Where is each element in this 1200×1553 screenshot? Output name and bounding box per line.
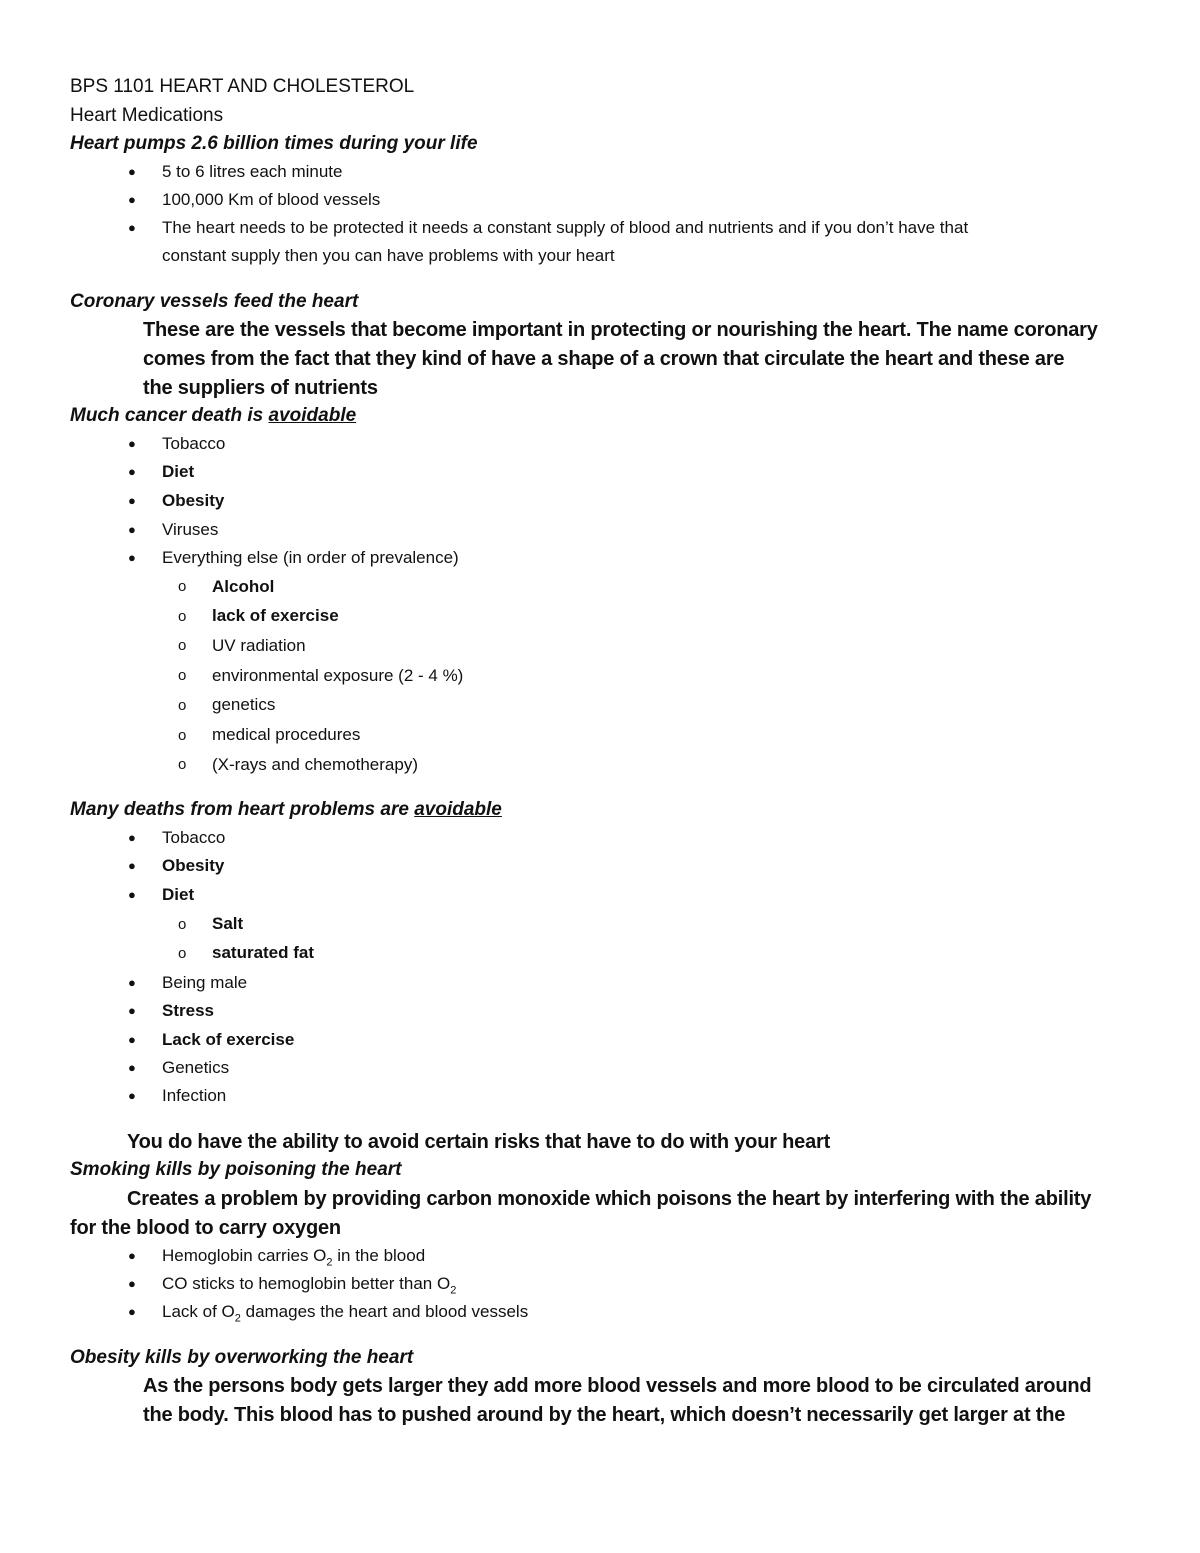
list-item: Being male [162,973,248,992]
doc-title: BPS 1101 HEART AND CHOLESTEROL [70,76,415,97]
paragraph-line: the body. This blood has to pushed around by the heart, which doesn’t necessarily get larger at the [143,1404,1066,1426]
list-item: Lack of exercise [162,1030,295,1049]
sub-bullet-icon: o [178,756,187,773]
list-item [162,1303,528,1324]
heading-text: Many deaths from heart problems are [70,799,415,820]
sub-bullet-icon: o [178,916,187,933]
subscript: 2 [234,1312,241,1325]
bullet-icon: ● [128,550,136,565]
bullet-icon: ● [128,858,136,873]
list-item: Everything else (in order of prevalence) [162,548,459,567]
text-run: Lack of O [162,1302,235,1321]
bullet-icon: ● [128,522,136,537]
paragraph-line: As the persons body gets larger they add more blood vessels and more blood to be circulated around [143,1375,1092,1397]
subscript: 2 [450,1284,457,1297]
paragraph-line: for the blood to carry oxygen [70,1217,341,1239]
list-item: Stress [162,1001,214,1020]
sub-bullet-icon: o [178,637,187,654]
bullet-icon: ● [128,975,136,990]
bullet-icon: ● [128,464,136,479]
bullet-icon: ● [128,1088,136,1103]
bullet-icon: ● [128,1003,136,1018]
sub-list-item: saturated fat [212,943,315,962]
sub-list-item: lack of exercise [212,606,339,625]
bullet-icon: ● [128,493,136,508]
text-run: damages the heart and blood vessels [240,1302,529,1321]
sub-list-item: environmental exposure (2 - 4 %) [212,666,464,685]
text-run: Hemoglobin carries O [162,1246,327,1265]
sub-bullet-icon: o [178,608,187,625]
subscript: 2 [326,1256,333,1269]
list-item: The heart needs to be protected it needs a constant supply of blood and nutrients and if you don’t have that [162,218,969,237]
text-run: in the blood [332,1246,426,1265]
list-item [162,1247,425,1268]
bullet-icon: ● [128,1276,136,1291]
section-heading-cancer [70,406,356,425]
bullet-icon: ● [128,1304,136,1319]
doc-subtitle: Heart Medications [70,105,224,126]
heading-text: Much cancer death is [70,405,269,426]
bullet-icon: ● [128,1248,136,1263]
paragraph-line: Creates a problem by providing carbon monoxide which poisons the heart by interfering with the ability [127,1188,1092,1210]
list-item [162,1275,456,1296]
section-heading-heart-pumps: Heart pumps 2.6 billion times during your life [70,133,478,154]
section-heading-smoking: Smoking kills by poisoning the heart [70,1159,402,1180]
list-item: Tobacco [162,434,226,453]
section-heading-heart-deaths [70,800,502,819]
text-run: CO sticks to hemoglobin better than O [162,1274,451,1293]
heading-underlined-text: avoidable [414,799,502,820]
list-item: Genetics [162,1058,230,1077]
list-item: Diet [162,462,195,481]
sub-bullet-icon: o [178,667,187,684]
section-heading-obesity: Obesity kills by overworking the heart [70,1347,414,1368]
list-item: Infection [162,1086,227,1105]
sub-list-item: Alcohol [212,577,275,596]
paragraph-line: the suppliers of nutrients [143,377,378,399]
heading-underlined-text: avoidable [268,405,357,426]
list-item: Diet [162,885,195,904]
bullet-icon: ● [128,1032,136,1047]
sub-list-item: Salt [212,914,244,933]
list-item: Obesity [162,856,225,875]
bullet-icon: ● [128,887,136,902]
bullet-icon: ● [128,220,136,235]
list-item: Viruses [162,520,219,539]
section-heading-coronary: Coronary vessels feed the heart [70,291,359,312]
bullet-icon: ● [128,164,136,179]
sub-bullet-icon: o [178,945,187,962]
sub-list-item: (X-rays and chemotherapy) [212,755,418,774]
sub-bullet-icon: o [178,697,187,714]
sub-bullet-icon: o [178,578,187,595]
list-item: Tobacco [162,828,226,847]
paragraph-line: These are the vessels that become important in protecting or nourishing the heart. The name coronary [143,319,1098,341]
bullet-icon: ● [128,192,136,207]
bullet-icon: ● [128,1060,136,1075]
list-item-continuation: constant supply then you can have problems with your heart [162,246,615,265]
list-item: Obesity [162,491,225,510]
paragraph-line: comes from the fact that they kind of have a shape of a crown that circulate the heart and these are [143,348,1065,370]
list-item: 100,000 Km of blood vessels [162,190,381,209]
sub-list-item: UV radiation [212,636,306,655]
list-item: 5 to 6 litres each minute [162,162,343,181]
note-line: You do have the ability to avoid certain risks that have to do with your heart [127,1131,831,1153]
bullet-icon: ● [128,830,136,845]
sub-list-item: medical procedures [212,725,361,744]
sub-bullet-icon: o [178,727,187,744]
sub-list-item: genetics [212,695,276,714]
bullet-icon: ● [128,436,136,451]
